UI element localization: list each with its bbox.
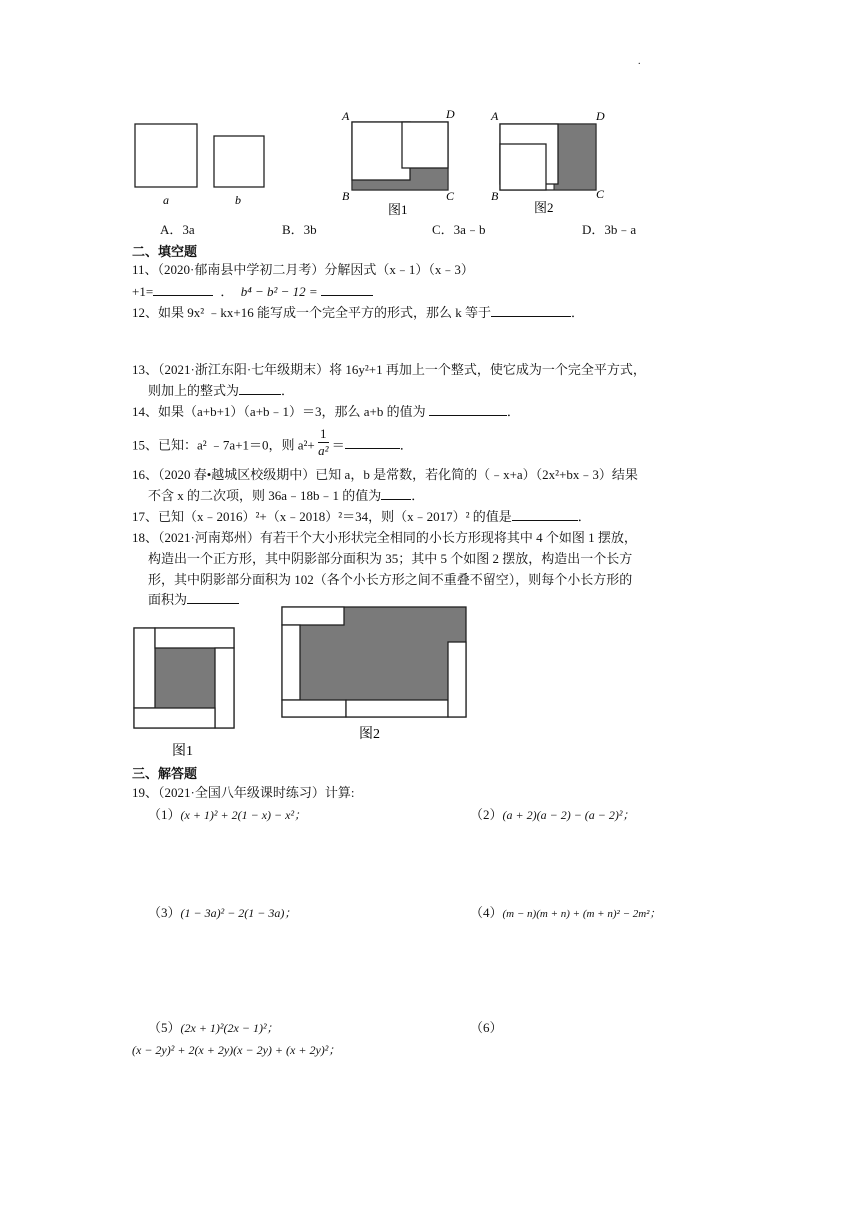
mid-figures (125, 600, 485, 760)
q14: 14、如果（a+b+1）（a+b﹣1）＝3，那么 a+b 的值为 ． (132, 404, 520, 419)
q19-part3 (148, 903, 296, 923)
figure-2-mid (282, 607, 466, 742)
mid-fig1-caption: 图1 (172, 744, 193, 759)
q15-num: 1 (320, 426, 327, 441)
q19-p6-expr-text: (x − 2y)² + 2(x + 2y)(x − 2y) + (x + 2y)²； (132, 1043, 341, 1057)
q17-text: 17、已知（x﹣2016）²+（x﹣2018）²＝34，则（x﹣2017）² 的值是 (132, 509, 512, 524)
fig1-D: D (446, 107, 455, 121)
q11-prefix: +1= (132, 284, 154, 299)
fig1-A: A (342, 109, 350, 123)
q15-suffix: ＝ (331, 437, 345, 453)
figure-1-mid (134, 628, 234, 759)
q11-expr: b⁴ − b² − 12 = (240, 284, 318, 299)
q12: 12、如果 9x² ﹣kx+16 能写成一个完全平方的形式，那么 k 等于 ． (132, 305, 584, 320)
q11-line1: 11、（2020·郁南县中学初二月考）分解因式（x﹣1）（x﹣3） (132, 262, 474, 277)
corner-mark: . (638, 56, 641, 67)
q18-line2: 构造出一个正方形，其中阴影部分面积为 35；其中 5 个如图 2 摆放，构造出一个长方 (148, 551, 633, 566)
fig2-C: C (596, 187, 605, 201)
option-c: C．3a﹣b (432, 222, 486, 237)
q15-fraction (318, 426, 329, 459)
q19-p1-expr: (x + 1)² + 2(1 − x) − x²； (180, 808, 307, 822)
q19-p1-num: （1） (148, 807, 181, 822)
q18-line3: 形，其中阴影部分面积为 102（各个小长方形之间不重叠不留空），则每个小长方形的 (148, 572, 633, 587)
q16-line2-text: 不含 x 的二次项，则 36a﹣18b﹣1 的值为 (148, 488, 382, 503)
square-a (135, 124, 197, 187)
q19-p6-num: （6） (470, 1020, 503, 1035)
q15-prefix: 15、已知：a² ﹣7a+1＝0，则 a²+ (132, 437, 315, 453)
square-b (214, 136, 264, 187)
fig1-B: B (342, 189, 350, 203)
mid-fig2-caption: 图2 (359, 727, 380, 742)
fig2-caption: 图2 (534, 200, 554, 215)
q15-den: a² (318, 443, 329, 458)
option-a: A．3a (160, 222, 195, 237)
q19-p2-expr: (a + 2)(a − 2) − (a − 2)²； (502, 808, 635, 822)
q19-part5 (148, 1018, 279, 1038)
q19-p3-num: （3） (148, 905, 181, 920)
fig2-A: A (491, 109, 499, 123)
figure-2-top (490, 109, 605, 215)
q13-line1: 13、（2021·浙江东阳·七年级期末）将 16y²+1 再加上一个整式，使它成为一个完全平方式， (132, 362, 646, 377)
option-b: B．3b (282, 222, 317, 237)
q15: 15、已知：a² ﹣7a+1＝0，则 a²+ $\frac{1}{\text{a²}}$ ＝ ． (132, 426, 413, 458)
figure-1-top (341, 107, 455, 217)
q18-line1: 18、（2021·河南郑州）有若干个大小形状完全相同的小长方形现将其中 4 个如图 1 摆放， (132, 530, 637, 545)
q13-line2-text: 则加上的整式为 (148, 383, 240, 398)
q19-p5-expr: (2x + 1)²(2x − 1)²； (180, 1021, 279, 1035)
fig1-C: C (446, 189, 455, 203)
q19-p3-expr: (1 − 3a)² − 2(1 − 3a)； (180, 906, 297, 920)
label-a: a (163, 193, 169, 207)
option-d: D．3b﹣a (582, 222, 637, 237)
q19-stem: 19、（2021·全国八年级课时练习）计算: (132, 785, 355, 800)
q13-line2: 则加上的整式为 ． (148, 383, 295, 398)
label-b: b (235, 193, 241, 207)
q16-line1: 16、（2020 春•越城区校级期中）已知 a，b 是常数，若化简的（﹣x+a）（2x²+bx﹣3）结果 (132, 467, 638, 482)
q14-text: 14、如果（a+b+1）（a+b﹣1）＝3，那么 a+b 的值为 (132, 404, 426, 419)
section-2-title: 二、填空题 (132, 244, 198, 259)
q19-part6 (470, 1018, 503, 1038)
q16-line2: 不含 x 的二次项，则 36a﹣18b﹣1 的值为 ． (148, 488, 425, 503)
q19-p2-num: （2） (470, 807, 503, 822)
fig2-D: D (596, 109, 605, 123)
q19-part1 (148, 805, 306, 825)
q19-part2 (470, 805, 634, 825)
q11-sep: ． (220, 284, 234, 299)
q19-p5-num: （5） (148, 1020, 181, 1035)
q19-p4-expr: (m − n)(m + n) + (m + n)² − 2m²； (502, 908, 661, 920)
fig1-caption: 图1 (388, 202, 408, 217)
q17: 17、已知（x﹣2016）²+（x﹣2018）²＝34，则（x﹣2017）² 的值是 ． (132, 509, 591, 524)
q19-part4 (470, 903, 660, 924)
q19-p4-num: （4） (470, 905, 503, 920)
q11-line2 (132, 282, 373, 302)
fig2-B: B (491, 189, 499, 203)
section-3-title: 三、解答题 (132, 766, 198, 781)
q12-text: 12、如果 9x² ﹣kx+16 能写成一个完全平方的形式，那么 k 等于 (132, 305, 491, 320)
top-figures (120, 100, 620, 220)
q18-line4-text: 面积为 (148, 592, 188, 607)
q19-part6-expr (132, 1040, 340, 1060)
